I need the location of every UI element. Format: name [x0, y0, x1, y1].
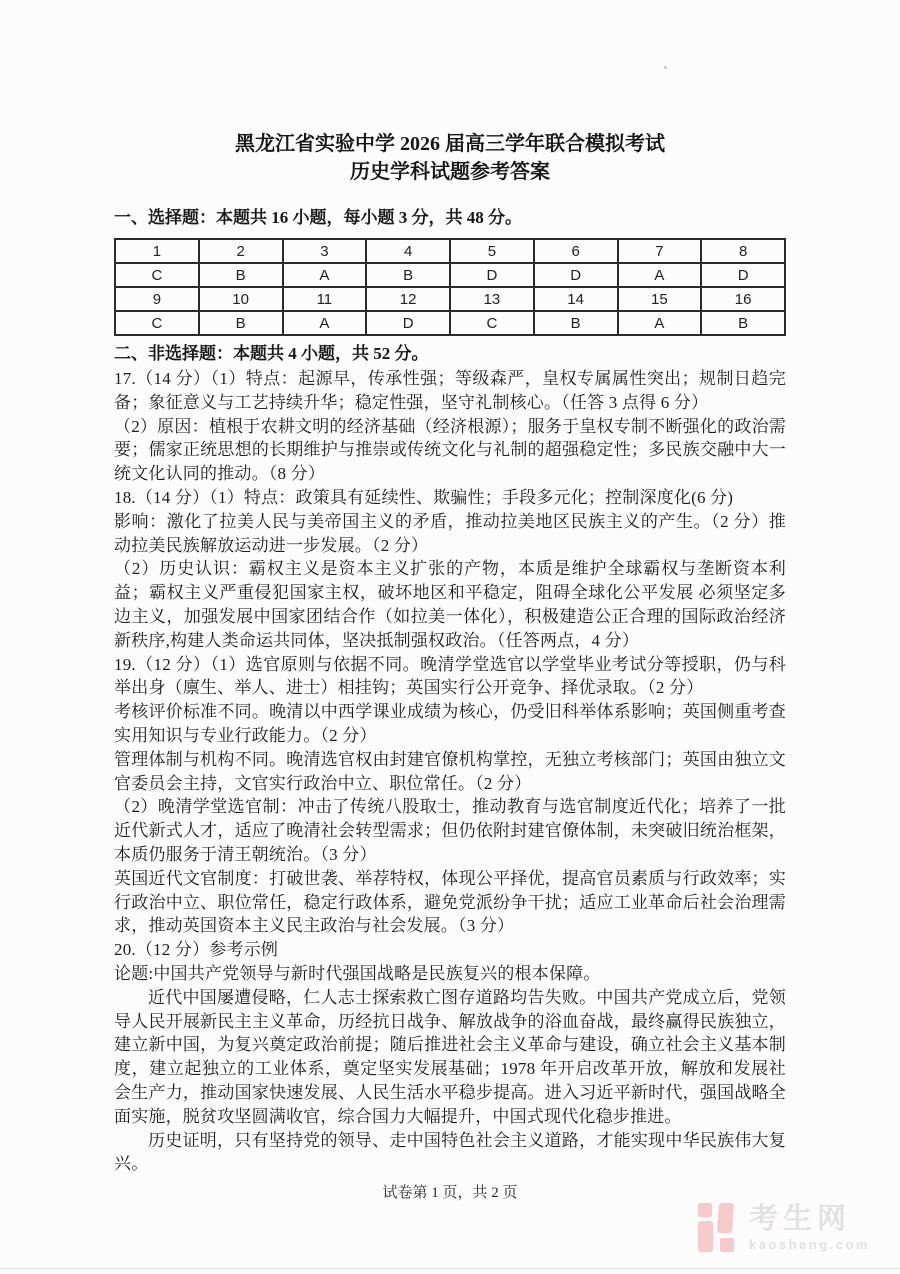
table-cell: D	[534, 263, 618, 287]
answer-paragraph: 18.（14 分）（1）特点：政策具有延续性、欺骗性；手段多元化；控制深度化(6 分)	[114, 487, 734, 507]
answer-paragraph: 论题:中国共产党领导与新时代强国战略是民族复兴的根本保障。	[114, 963, 601, 983]
table-cell: B	[534, 311, 618, 335]
choice-section-heading: 一、选择题：本题共 16 小题，每小题 3 分，共 48 分。	[114, 208, 522, 227]
table-cell: A	[283, 311, 367, 335]
answer-paragraph: 历史证明，只有坚持党的领导、走中国特色社会主义道路，才能实现中华民族伟大复兴。	[114, 1130, 786, 1174]
scan-artifact-speck	[664, 66, 667, 69]
table-cell: D	[450, 263, 534, 287]
document-page	[114, 130, 786, 1176]
table-cell: 1	[115, 239, 199, 263]
table-row	[115, 311, 785, 335]
kaosheng-logo-icon	[698, 1203, 738, 1252]
table-cell: 7	[618, 239, 702, 263]
table-cell: 5	[450, 239, 534, 263]
answer-paragraph: 影响：激化了拉美人民与美帝国主义的矛盾，推动拉美地区民族主义的产生。（2 分）推动拉美民族解放运动进一步发展。（2 分）	[114, 511, 786, 555]
table-row	[115, 239, 785, 263]
table-cell: C	[115, 263, 199, 287]
table-cell: A	[283, 263, 367, 287]
watermark	[698, 1203, 870, 1252]
table-row	[115, 263, 785, 287]
answer-paragraph: 考核评价标准不同。晚清以中西学课业成绩为核心，仍受旧科举体系影响；英国侧重考查实用知识与专业行政能力。（2 分）	[114, 702, 786, 745]
table-cell: B	[199, 311, 283, 335]
page-footer: 试卷第 1 页，共 2 页	[382, 1185, 518, 1201]
table-row	[115, 287, 785, 311]
table-cell: 2	[199, 239, 283, 263]
watermark-site-domain: kaosheng.com	[748, 1236, 870, 1252]
answers-body	[114, 367, 786, 1176]
answer-paragraph: 管理体制与机构不同。晚清选官权由封建官僚机构掌控，无独立考核部门；英国由独立文官委员会主持，文官实行政治中立、职位常任。（2 分）	[114, 749, 786, 793]
table-cell: C	[115, 311, 199, 335]
answer-paragraph: 英国近代文官制度：打破世袭、举荐特权，体现公平择优，提高官员素质与行政效率；实行政治中立、职位常任，稳定行政体系，避免党派纷争干扰；适应工业革命后社会治理需求，推动英国资本主义民主政治与社会发展。（3 分）	[114, 868, 786, 936]
answer-paragraph: 20.（12 分）参考示例	[114, 940, 279, 960]
table-cell: 11	[283, 287, 367, 311]
table-cell: D	[701, 263, 785, 287]
answer-paragraph: （2）历史认识：霸权主义是资本主义扩张的产物，本质是维护全球霸权与垄断资本利益；霸权主义严重侵犯国家主权，破坏地区和平稳定，阻碍全球化公平发展 必须坚定多边主义，加强发展中国家团结合作（如拉美一体化），积极建造公正合理的国际政治经济新秩序,构建人类命运共同体，坚决抵制强权政治。（任答两点，4 分）	[114, 559, 786, 650]
table-cell: 8	[701, 239, 785, 263]
table-cell: 3	[283, 239, 367, 263]
answer-paragraph: 19.（12 分）（1）选官原则与依据不同。晚清学堂选官以学堂毕业考试分等授职，仍与科举出身（廪生、举人、进士）相挂钩；英国实行公开竞争、择优录取。（2 分）	[114, 654, 786, 698]
table-cell: B	[366, 263, 450, 287]
page-title-line1: 黑龙江省实验中学 2026 届高三学年联合模拟考试	[235, 133, 665, 155]
table-cell: 10	[199, 287, 283, 311]
answer-paragraph: （2）原因：植根于农耕文明的经济基础（经济根源）；服务于皇权专制不断强化的政治需要；儒家正统思想的长期维护与推崇或传统文化与礼制的超强稳定性；多民族交融中大一统文化认同的推动。（8 分）	[114, 416, 786, 484]
table-cell: 6	[534, 239, 618, 263]
answer-table	[114, 238, 786, 336]
table-cell: B	[701, 311, 785, 335]
answer-paragraph: 近代中国屡遭侵略，仁人志士探索救亡图存道路均告失败。中国共产党成立后，党领导人民开展新民主主义革命，历经抗日战争、解放战争的浴血奋战，最终赢得民族独立，建立新中国，为复兴奠定政治前提；随后推进社会主义革命与建设，确立社会主义基本制度，建立起独立的工业体系，奠定坚实发展基础；1978 年开启改革开放，解放和发展社会生产力，推动国家快速发展、人民生活水平稳步提高。进入习近平新时代，强国战略全面实施，脱贫攻坚圆满收官，综合国力大幅提升，中国式现代化稳步推进。	[114, 987, 786, 1126]
page-title-line2: 历史学科试题参考答案	[350, 161, 550, 183]
subjective-section-heading: 二、非选择题：本题共 4 小题，共 52 分。	[114, 344, 429, 363]
table-cell: 4	[366, 239, 450, 263]
table-cell: 9	[115, 287, 199, 311]
table-cell: C	[450, 311, 534, 335]
table-cell: D	[366, 311, 450, 335]
answer-paragraph: （2）晚清学堂选官制：冲击了传统八股取士，推动教育与选官制度近代化；培养了一批近代新式人才，适应了晚清社会转型需求；但仍依附封建官僚体制，未突破旧统治框架，本质仍服务于清王朝统治。（3 分）	[114, 797, 786, 864]
table-cell: 14	[534, 287, 618, 311]
table-cell: A	[618, 263, 702, 287]
table-cell: A	[618, 311, 702, 335]
table-cell: B	[199, 263, 283, 287]
table-cell: 12	[366, 287, 450, 311]
answer-paragraph: 17.（14 分）（1）特点：起源早，传承性强；等级森严，皇权专属属性突出；规制日趋完备；象征意义与工艺持续升华；稳定性强，坚守礼制核心。（任答 3 点得 6 分）	[114, 369, 786, 412]
table-cell: 15	[618, 287, 702, 311]
page-bottom-edge	[0, 1268, 900, 1269]
watermark-site-name: 考生网	[748, 1202, 851, 1235]
table-cell: 16	[701, 287, 785, 311]
table-cell: 13	[450, 287, 534, 311]
